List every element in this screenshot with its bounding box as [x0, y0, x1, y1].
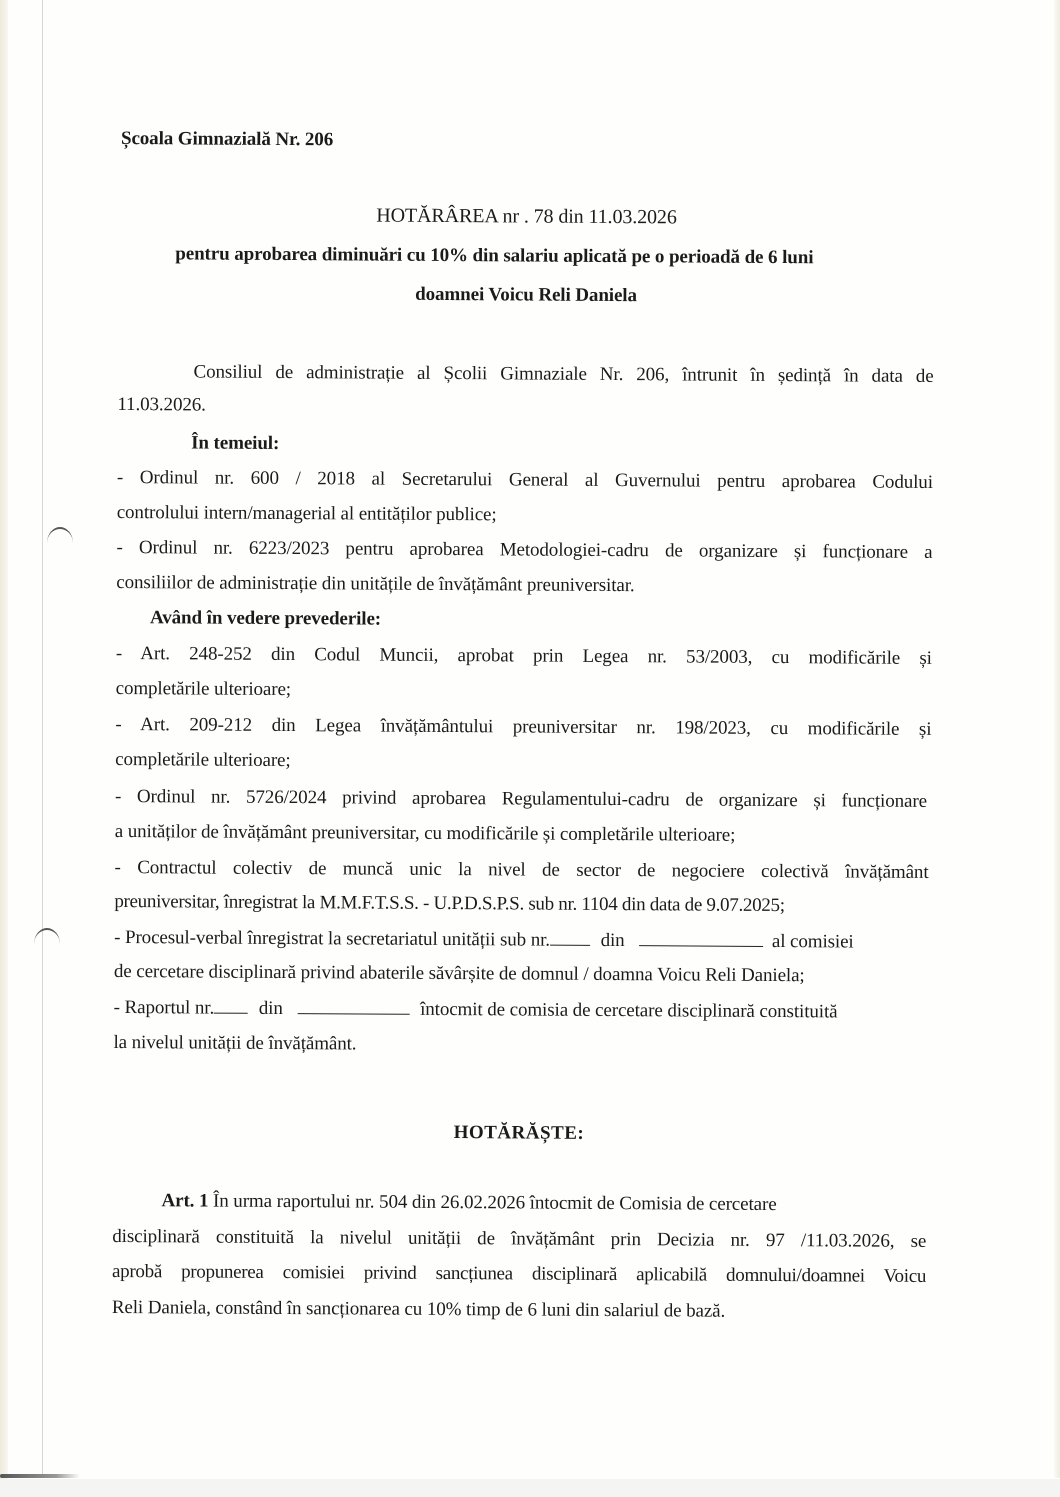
decision-subtitle-line2: [0, 281, 1059, 309]
punch-hole-mark-icon: [47, 527, 73, 543]
provision-item-1-line2: completările ulterioare;: [115, 677, 292, 701]
provision-item-2-line1: - Art. 209-212 din Legea învățământului preuniversitar nr. 198/2023, cu modificările și: [115, 713, 932, 740]
punch-hole-mark-icon: [34, 928, 60, 944]
scan-smudge: [0, 1474, 80, 1478]
provision-item-6-text-c: întocmit de comisia de cercetare disciplinară constituită: [420, 998, 838, 1023]
intro-line2: 11.03.2026.: [117, 393, 206, 416]
provision-item-6-text-a: - Raportul nr.: [113, 996, 215, 1019]
provision-item-6-line2: la nivelul unității de învățământ.: [113, 1031, 357, 1055]
legal-basis-item-1-line2: controlului intern/managerial al entităților publice;: [116, 501, 497, 526]
document-body: [1, 0, 1060, 1322]
provision-item-5-text-a: - Procesul-verbal înregistrat la secretariatul unității sub nr.: [114, 926, 551, 951]
article-1-line2: disciplinară constituită la nivelul unității de învățământ prin Decizia nr. 97 /11.03.2026, se: [112, 1225, 927, 1252]
legal-basis-item-2-line1: - Ordinul nr. 6223/2023 pentru aprobarea Metodologiei-cadru de organizare și funcționare a: [116, 536, 933, 563]
article-1-line4: Reli Daniela, constând în sancționarea cu 10% timp de 6 luni din salariul de bază.: [111, 1296, 726, 1322]
provision-item-5-line2: de cercetare disciplinară privind abaterile săvârșite de domnul / doamna Voicu Reli Daniela;: [113, 960, 805, 987]
provision-item-1-line1: - Art. 248-252 din Codul Muncii, aprobat prin Legea nr. 53/2003, cu modificările și: [115, 642, 932, 669]
intro-line1: Consiliul de administrație al Școlii Gimnaziale Nr. 206, întrunit în ședință în data de: [193, 361, 934, 387]
legal-basis-item-2-line2: consiliilor de administrație din unitățile de învățământ preuniversitar.: [116, 571, 635, 597]
provision-item-4-line1: - Contractul colectiv de muncă unic la nivel de sector de negociere colectivă învățământ: [114, 856, 929, 883]
article-1-line1-text: În urma raportului nr. 504 din 26.02.2026 întocmit de Comisia de cercetare: [213, 1190, 777, 1216]
legal-basis-heading: În temeiul:: [191, 432, 280, 454]
provision-item-6-text-b: din: [258, 997, 283, 1020]
article-1-label: Art. 1: [161, 1190, 209, 1212]
proces-verbal-number-blank: [550, 929, 590, 946]
decision-subtitle-line2-text: doamnei Voicu Reli Daniela: [415, 283, 637, 307]
hotaraste-text: HOTĂRĂȘTE:: [453, 1122, 585, 1144]
legal-basis-item-1-line1: - Ordinul nr. 600 / 2018 al Secretarului General al Guvernului pentru aprobarea Codului: [116, 466, 933, 493]
provision-item-5-text-c: al comisiei: [771, 930, 854, 953]
raport-number-blank: [214, 997, 248, 1014]
provision-item-3-line1: - Ordinul nr. 5726/2024 privind aprobarea Regulamentului-cadru de organizare și funcționare: [114, 785, 928, 812]
provision-item-5-text-b: din: [600, 929, 625, 952]
decision-heading: [0, 202, 1060, 230]
provision-item-6-line1: [114, 996, 930, 1024]
provision-item-3-line2: a unităților de învățământ preuniversitar, cu modificările și completările ulterioare;: [114, 820, 736, 846]
article-1-line1: [161, 1190, 925, 1217]
provision-item-2-line2: completările ulterioare;: [115, 748, 291, 772]
raport-date-blank: [297, 997, 409, 1015]
school-name: Școala Gimnazială Nr. 206: [120, 128, 334, 151]
scan-bottom-strip: [0, 1479, 1060, 1497]
provision-item-4-line2: preuniversitar, înregistrat la M.M.F.T.S.S. - U.P.D.S.P.S. sub nr. 1104 din data de 9.07.2025;: [114, 890, 785, 917]
decision-heading-hotaraste: [0, 1119, 1054, 1147]
proces-verbal-date-blank: [639, 929, 763, 947]
provision-item-5-line1: [114, 926, 930, 954]
decision-heading-text: HOTĂRÂREA nr . 78 din 11.03.2026: [376, 204, 677, 229]
article-1-line3: aprobă propunerea comisiei privind sancțiunea disciplinară aplicabilă domnului/doamnei Voicu: [112, 1260, 927, 1287]
provisions-heading: Având în vedere prevederile:: [150, 607, 382, 630]
scan-edge-left: [0, 0, 8, 1497]
decision-subtitle-line1: pentru aprobarea diminuări cu 10% din salariu aplicată pe o perioadă de 6 luni: [175, 243, 814, 269]
